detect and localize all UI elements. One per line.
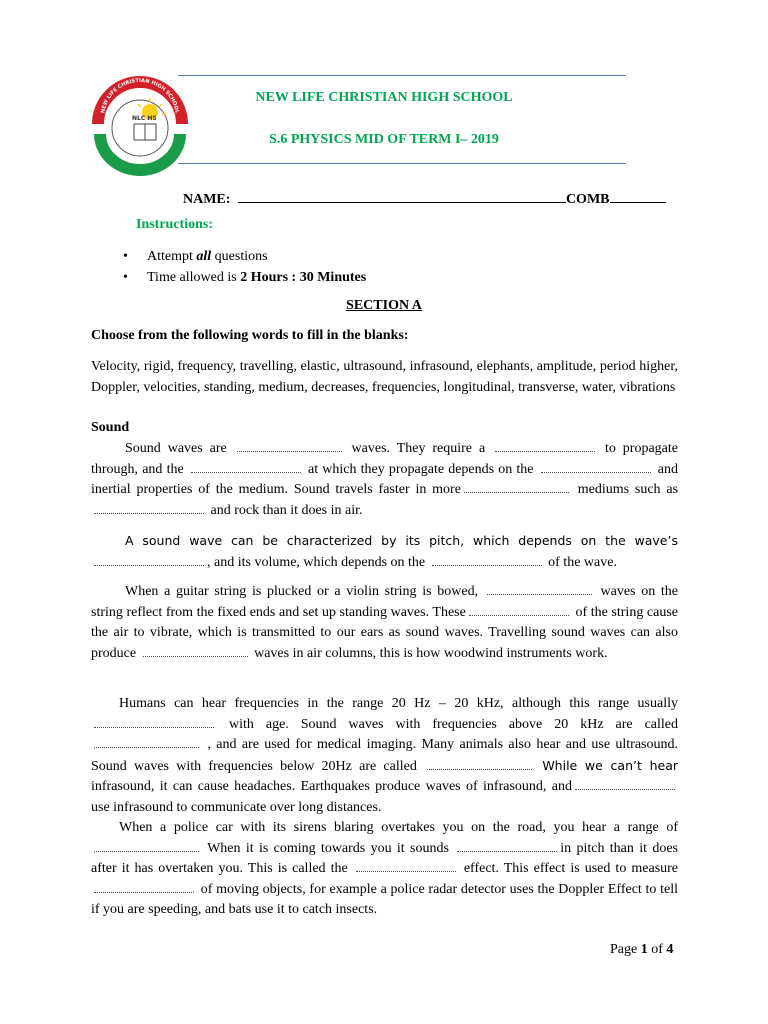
paragraph-sound-waves: Sound waves are waves. They require a to propagate through, and the at which they propagate depends on the and inertial properties of the medium. Sound travels faster in more mediums such as and rock than it does in air.: [91, 441, 679, 518]
word-bank: Velocity, rigid, frequency, travelling, elastic, ultrasound, infrasound, elephants, amplitude, period higher, Doppler, velocities, standing, medium, decreases, frequencies, longitudinal, transverse, water, vibrations: [91, 359, 678, 395]
blank-field[interactable]: [94, 839, 199, 852]
sound-heading: Sound: [91, 420, 130, 435]
instructions-heading: Instructions:: [136, 217, 214, 232]
header-bottom-rule: [178, 163, 626, 164]
instruction-item: • Time allowed is 2 Hours : 30 Minutes: [107, 267, 366, 288]
svg-text:NEW LIFE CHRISTIAN HIGH SCHOOL: NEW LIFE CHRISTIAN HIGH SCHOOL: [100, 77, 180, 114]
comb-field[interactable]: [610, 190, 666, 203]
header-top-rule: [178, 75, 626, 76]
exam-title: S.6 PHYSICS MID OF TERM I– 2019: [269, 132, 499, 147]
name-label: NAME:: [183, 192, 231, 207]
blank-field[interactable]: [94, 735, 199, 748]
blank-field[interactable]: [575, 777, 675, 790]
section-directive: Choose from the following words to fill in the blanks:: [91, 328, 409, 343]
page-number: Page 1 of 4: [610, 942, 674, 957]
blank-field[interactable]: [94, 880, 194, 893]
paragraph-doppler: When a police car with its sirens blaring overtakes you on the road, you hear a range of When it is coming towards you it sounds in pitch than it does after it has overtaken you. This is called the effect. This effect is used to measure of moving objects, for example a police radar detector uses the Doppler Effect to tell if you are speeding, and bats use it to catch insects.: [91, 820, 679, 918]
blank-field[interactable]: [237, 439, 342, 452]
blank-field[interactable]: [143, 644, 248, 657]
paragraph-hearing-range: Humans can hear frequencies in the range 20 Hz – 20 kHz, although this range usually with age. Sound waves with frequencies above 20 kHz are called , and are used for medical imaging. Many animals also hear and use ultrasound. Sound waves with frequencies below 20Hz are called While we can’t hear infrasound, it can cause headaches. Earthquakes produce waves of infrasound, and use infrasound to communicate over long distances.: [91, 696, 679, 815]
blank-field[interactable]: [94, 715, 214, 728]
blank-field[interactable]: [495, 439, 595, 452]
svg-text:STRIVE FOR EXCELLENCE: STRIVE FOR EXCELLENCE: [104, 136, 176, 163]
paragraph-standing-waves: When a guitar string is plucked or a violin string is bowed, waves on the string reflect from the fixed ends and set up standing waves. These of the string cause the air to vibrate, which is transmitted to our ears as sound waves. Travelling sound waves can also produce waves in air columns, this is how woodwind instruments work.: [91, 584, 679, 661]
name-field[interactable]: [238, 190, 566, 203]
comb-label: COMB: [565, 192, 610, 207]
blank-field[interactable]: [457, 839, 557, 852]
instruction-item: • Attempt all questions: [107, 246, 366, 267]
instructions-list: [107, 246, 366, 288]
svg-text:NLC HS: NLC HS: [132, 115, 157, 122]
blank-field[interactable]: [541, 460, 651, 473]
section-title: SECTION A: [346, 298, 422, 313]
school-logo: [92, 72, 188, 176]
blank-field[interactable]: [191, 460, 301, 473]
blank-field[interactable]: [356, 859, 456, 872]
blank-field[interactable]: [469, 603, 569, 616]
blank-field[interactable]: [432, 553, 542, 566]
name-comb-line: [183, 190, 666, 208]
paragraph-pitch: A sound wave can be characterized by its pitch, which depends on the wave’s , and its volume, which depends on the of the wave.: [91, 531, 678, 573]
blank-field[interactable]: [94, 501, 204, 514]
blank-field[interactable]: [487, 582, 592, 595]
school-name: NEW LIFE CHRISTIAN HIGH SCHOOL: [255, 90, 513, 105]
blank-field[interactable]: [427, 757, 532, 770]
blank-field[interactable]: [464, 480, 569, 493]
blank-field[interactable]: [94, 553, 204, 566]
